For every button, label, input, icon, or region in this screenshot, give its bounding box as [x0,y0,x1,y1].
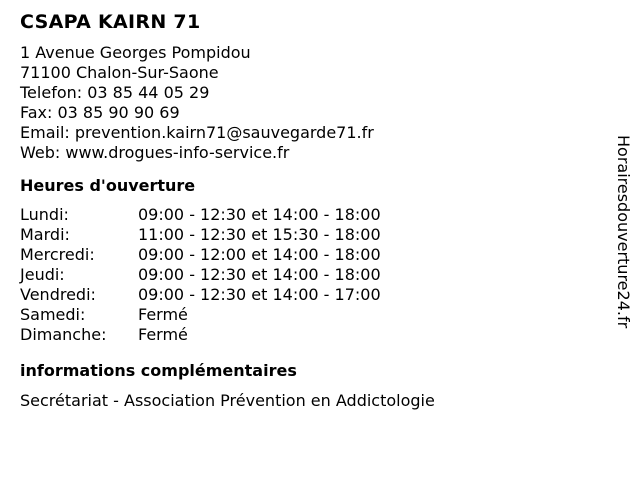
day-hours: 09:00 - 12:30 et 14:00 - 17:00 [138,285,381,304]
info-heading: informations complémentaires [20,361,297,380]
day-hours: 09:00 - 12:30 et 14:00 - 18:00 [138,265,381,284]
day-label: Samedi: [20,305,86,324]
hours-row-lundi [20,205,600,225]
day-hours: 11:00 - 12:30 et 15:30 - 18:00 [138,225,381,244]
day-hours: 09:00 - 12:30 et 14:00 - 18:00 [138,205,381,224]
site-watermark: Horairesdouverture24.fr [614,135,633,329]
hours-row-dimanche [20,325,600,345]
day-label: Lundi: [20,205,69,224]
address-line-1: 1 Avenue Georges Pompidou [20,43,251,62]
day-label: Jeudi: [20,265,65,284]
day-label: Mardi: [20,225,70,244]
hours-row-mercredi [20,245,600,265]
hours-heading: Heures d'ouverture [20,176,196,195]
day-label: Dimanche: [20,325,107,344]
hours-row-jeudi [20,265,600,285]
day-label: Mercredi: [20,245,95,264]
fax-number: Fax: 03 85 90 90 69 [20,103,180,122]
business-name: CSAPA KAIRN 71 [20,11,201,33]
hours-row-samedi [20,305,600,325]
hours-table [20,205,600,345]
hours-row-vendredi [20,285,600,305]
hours-row-mardi [20,225,600,245]
website: Web: www.drogues-info-service.fr [20,143,290,162]
day-hours: Fermé [138,325,188,344]
address-line-2: 71100 Chalon-Sur-Saone [20,63,219,82]
contact-block [20,43,600,163]
day-hours: 09:00 - 12:00 et 14:00 - 18:00 [138,245,381,264]
phone-number: Telefon: 03 85 44 05 29 [20,83,210,102]
email-address: Email: prevention.kairn71@sauvegarde71.fr [20,123,374,142]
business-card [20,10,600,411]
info-text: Secrétariat - Association Prévention en Addictologie [20,391,435,410]
day-hours: Fermé [138,305,188,324]
day-label: Vendredi: [20,285,96,304]
